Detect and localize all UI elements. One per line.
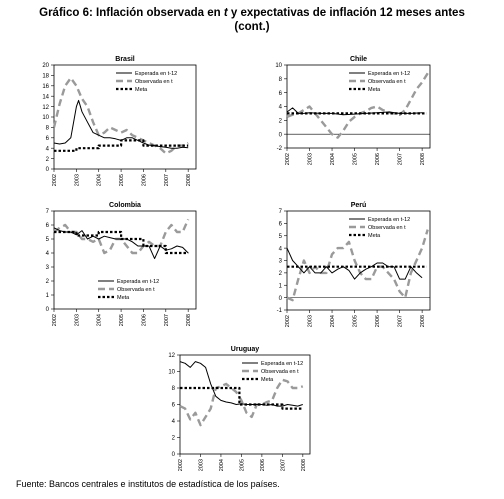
series-esperada-en-t-12-peru [287,248,422,279]
y-tick-label-chile: 4 [278,104,282,111]
x-tick-label-chile: 2004 [330,153,337,166]
x-tick-label-chile: 2008 [420,153,427,166]
x-tick-label-brasil: 2007 [163,174,170,187]
legend-label-esperada-en-t-12-chile: Esperada en t-12 [368,71,411,77]
legend-label-observada-en-t-uruguay: Observada en t [261,369,299,375]
legend-label-observada-en-t-colombia: Observada en t [117,287,155,293]
x-tick-label-peru: 2004 [330,315,337,328]
legend-label-observada-en-t-brasil: Observada en t [135,79,173,85]
y-tick-label-uruguay: 0 [171,452,175,459]
y-tick-label-uruguay: 4 [171,419,175,426]
x-tick-label-chile: 2007 [397,153,404,166]
x-tick-label-brasil: 2006 [141,174,148,187]
legend-brasil [116,71,177,93]
legend-label-esperada-en-t-12-uruguay: Esperada en t-12 [261,361,304,367]
legend-label-meta-uruguay: Meta [261,377,274,383]
x-tick-label-brasil: 2003 [74,174,81,187]
y-tick-label-colombia: 1 [45,293,49,300]
y-tick-label-uruguay: 10 [168,369,175,376]
y-tick-label-chile: 10 [275,63,282,70]
legend-label-observada-en-t-chile: Observada en t [368,79,406,85]
chart-uruguay [168,346,310,471]
chart-title-uruguay: Uruguay [230,346,260,353]
figure-title-suffix: y expectativas de inflación 12 meses antes [227,7,465,19]
y-tick-label-peru: 2 [278,271,282,278]
y-tick-label-brasil: 4 [45,146,49,153]
x-tick-label-colombia: 2002 [52,314,58,327]
x-tick-label-brasil: 2008 [186,174,193,187]
legend-label-meta-peru: Meta [368,233,381,239]
x-tick-label-brasil: 2004 [96,174,103,187]
chart-title-chile: Chile [349,56,368,63]
chart-title-brasil: Brasil [115,56,135,63]
y-tick-label-brasil: 12 [42,104,49,111]
x-tick-label-peru: 2005 [352,315,359,328]
y-tick-label-chile: 0 [278,132,282,139]
series-meta-brasil [54,140,188,150]
y-tick-label-uruguay: 2 [171,435,175,442]
legend-label-observada-en-t-peru: Observada en t [368,225,406,231]
y-tick-label-brasil: 16 [42,84,49,90]
x-tick-label-uruguay: 2008 [300,459,307,472]
y-tick-label-peru: 4 [278,246,282,253]
y-tick-label-colombia: 2 [45,279,49,286]
legend-peru [349,217,410,239]
x-tick-label-chile: 2003 [307,153,314,166]
x-tick-label-chile: 2006 [375,153,382,166]
y-tick-label-brasil: 8 [45,125,49,132]
chart-peru [277,202,430,327]
y-tick-label-peru: -1 [276,308,282,315]
legend-label-esperada-en-t-12-peru: Esperada en t-12 [368,217,411,223]
y-tick-label-colombia: 7 [45,209,49,216]
x-tick-label-colombia: 2003 [74,314,81,327]
x-tick-label-uruguay: 2007 [280,459,287,472]
y-tick-label-peru: 6 [278,221,282,228]
y-tick-label-colombia: 3 [45,265,49,272]
y-tick-label-chile: -2 [276,146,282,153]
y-tick-label-chile: 8 [278,77,282,84]
x-tick-label-colombia: 2004 [96,314,103,327]
y-tick-label-peru: 7 [278,209,282,216]
x-tick-label-peru: 2002 [285,315,291,328]
x-tick-label-chile: 2005 [352,153,359,166]
series-observada-en-t-peru [287,230,428,301]
plot-frame-brasil [54,65,196,169]
series-observada-en-t-chile [287,73,428,137]
y-tick-label-colombia: 6 [45,223,49,230]
x-tick-label-colombia: 2005 [119,314,126,327]
y-tick-label-brasil: 0 [45,167,49,174]
y-tick-label-chile: 6 [278,90,282,97]
x-tick-label-brasil: 2005 [119,174,126,187]
x-tick-label-brasil: 2002 [52,174,58,187]
y-tick-label-chile: 2 [278,118,282,125]
x-tick-label-colombia: 2007 [163,314,170,327]
figure-title-line2: (cont.) [234,21,270,33]
x-tick-label-peru: 2006 [375,315,382,328]
y-tick-label-peru: 1 [278,283,282,290]
y-tick-label-uruguay: 8 [171,386,175,393]
series-observada-en-t-uruguay [180,380,303,425]
y-tick-label-brasil: 6 [45,136,49,142]
figure-title-t: t [223,7,228,19]
y-tick-label-peru: 0 [278,295,282,302]
legend-chile [349,71,410,93]
y-tick-label-uruguay: 6 [171,402,175,409]
y-tick-label-brasil: 10 [42,115,49,122]
plot-frame-peru [287,211,430,310]
y-tick-label-brasil: 20 [42,63,49,70]
x-tick-label-colombia: 2006 [141,314,148,327]
x-tick-label-chile: 2002 [285,153,291,166]
legend-label-esperada-en-t-12-brasil: Esperada en t-12 [135,71,178,77]
figure-title-prefix: Gráfico 6: Inflación observada en [39,7,224,19]
chart-chile [275,56,430,165]
chart-brasil [42,56,196,186]
legend-uruguay [242,361,303,383]
y-tick-label-brasil: 18 [42,73,49,80]
legend-label-esperada-en-t-12-colombia: Esperada en t-12 [117,279,160,285]
y-tick-label-peru: 3 [278,258,282,265]
y-tick-label-peru: 5 [278,233,282,240]
y-tick-label-colombia: 0 [45,307,49,314]
y-tick-label-uruguay: 12 [168,353,175,360]
x-tick-label-uruguay: 2006 [259,459,266,472]
y-tick-label-colombia: 4 [45,251,49,258]
x-tick-label-peru: 2008 [420,315,427,328]
x-tick-label-uruguay: 2003 [198,459,205,472]
chart-colombia [46,202,196,326]
x-tick-label-peru: 2007 [397,315,404,328]
x-tick-label-colombia: 2008 [186,314,193,327]
figure-source: Fuente: Bancos centrales e institutos de estadística de los países. [16,479,280,489]
y-tick-label-brasil: 2 [45,156,49,163]
x-tick-label-uruguay: 2004 [218,459,225,472]
legend-colombia [98,279,159,301]
chart-title-peru: Perú [350,202,367,209]
x-tick-label-uruguay: 2005 [239,459,246,472]
x-tick-label-peru: 2003 [307,315,314,328]
chart-title-colombia: Colombia [109,202,141,209]
legend-label-meta-chile: Meta [368,87,381,93]
y-tick-label-colombia: 5 [45,237,49,244]
legend-label-meta-brasil: Meta [135,87,148,93]
legend-label-meta-colombia: Meta [117,295,130,301]
y-tick-label-brasil: 14 [42,94,49,101]
x-tick-label-uruguay: 2002 [178,459,184,472]
